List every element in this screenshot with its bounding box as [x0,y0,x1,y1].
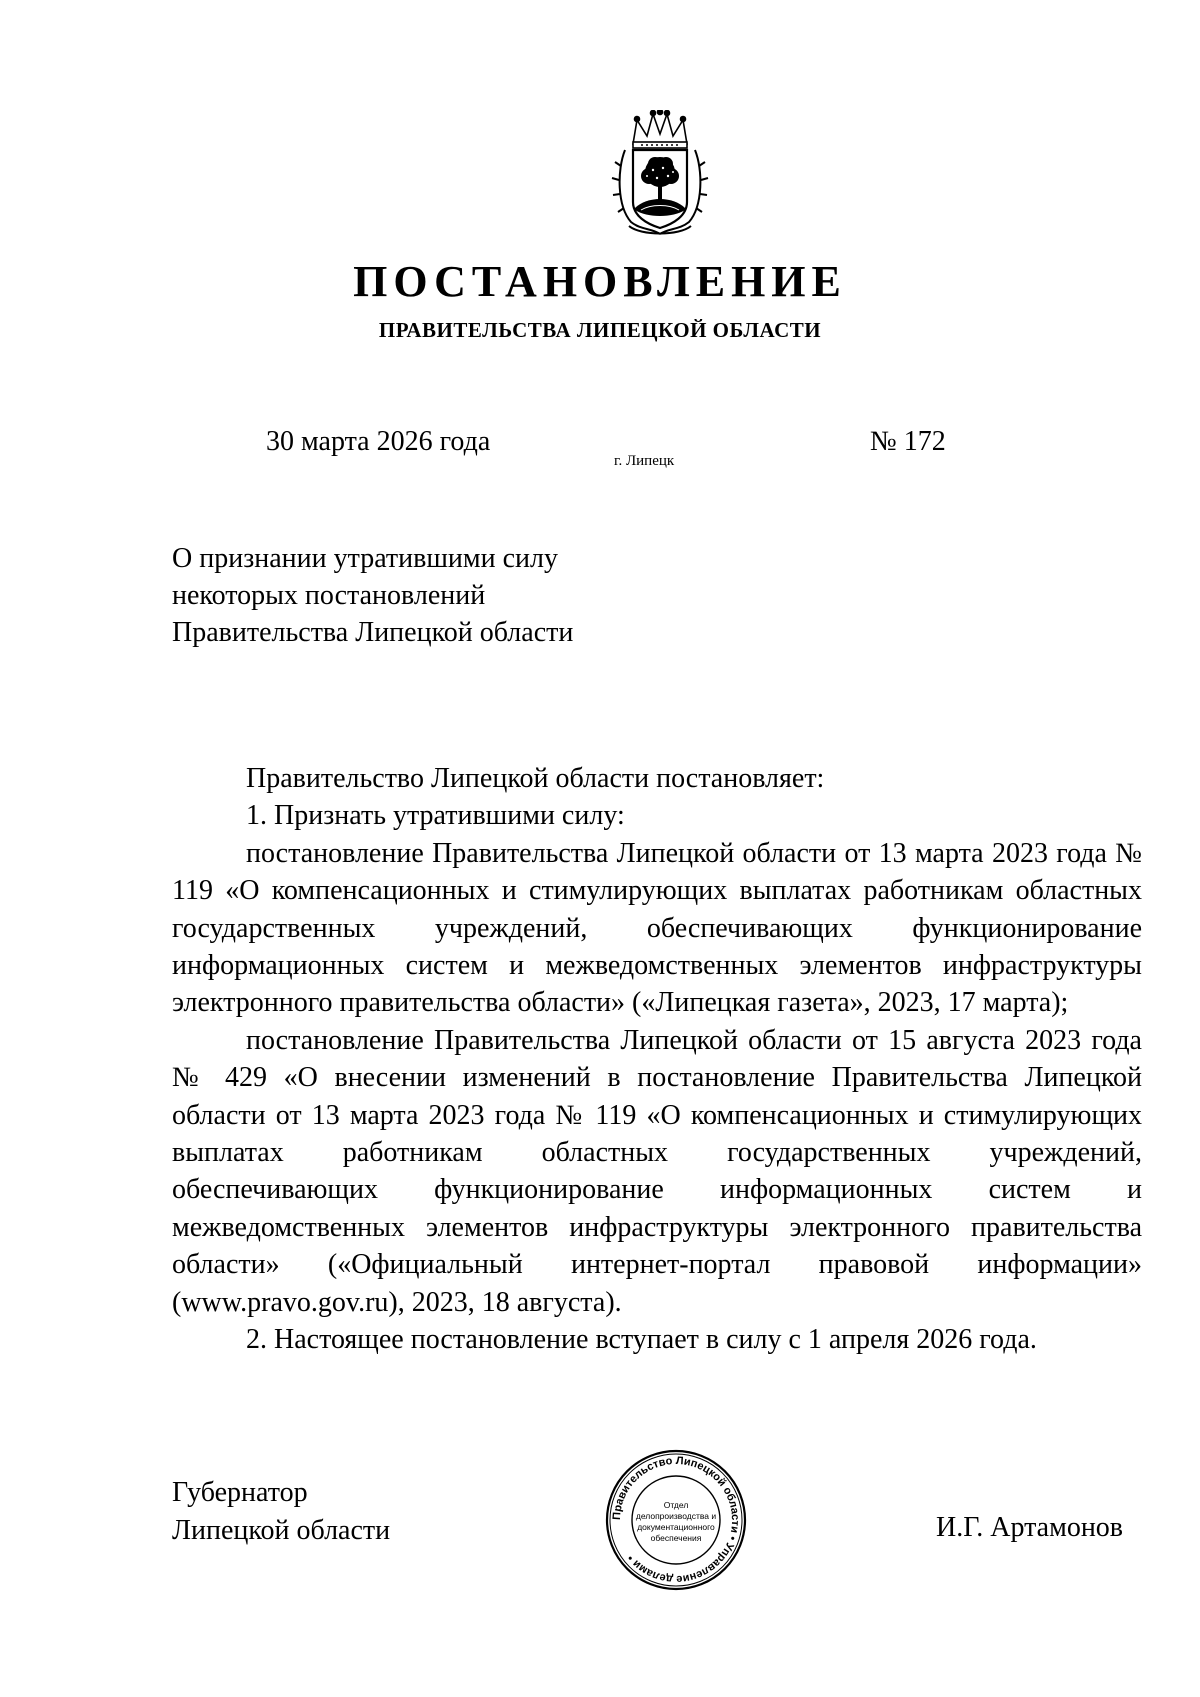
signatory-position [172,1474,390,1550]
stamp-center-line: Отдел [663,1500,689,1510]
subject-line: О признании утратившими силу [172,543,558,574]
stamp-center-line: делопроизводства и [635,1511,717,1521]
document-body [172,760,1142,1359]
issuing-authority: ПРАВИТЕЛЬСТВА ЛИПЕЦКОЙ ОБЛАСТИ [378,318,822,342]
body-paragraph: постановление Правительства Липецкой области от 13 марта 2023 года № 119 «О компенсационных и стимулирующих выплатах работникам областных государственных учреждений, обеспечивающих функционирование информационных систем и межведомственных элементов инфраструктуры электронного правительства области» («Липецкая газета», 2023, 17 марта); [172,837,1142,1019]
document-date: 30 марта 2026 года [266,426,491,457]
official-stamp [604,1448,748,1592]
document-subject [172,540,573,651]
document-title: ПОСТАНОВЛЕНИЕ [353,257,847,306]
coat-of-arms-icon [611,110,709,240]
signatory-name: И.Г. Артамонов [936,1512,1124,1543]
body-paragraph: постановление Правительства Липецкой области от 15 августа 2023 года № 429 «О внесении изменений в постановление Правительства Липецкой области от 13 марта 2023 года № 119 «О компенсационных и стимулирующих выплатах работникам областных государственных учреждений, обеспечивающих функционирование информационных систем и межведомственных элементов инфраструктуры электронного правительства области» («Официальный интернет-портал правовой информации» (www.pravo.gov.ru), 2023, 18 августа). [172,1024,1142,1318]
body-paragraph: Правительство Липецкой области постановляет: [246,763,825,794]
body-paragraph: 1. Признать утратившими силу: [246,800,625,832]
signatory-position-line: Губернатор [172,1477,308,1508]
document-city: г. Липецк [614,453,675,469]
stamp-ring-text: Правительство Липецкой области • Управление делами • [610,1454,742,1586]
document-number: № 172 [870,426,946,457]
signatory-position-line: Липецкой области [172,1515,391,1546]
subject-line: Правительства Липецкой области [172,617,574,648]
stamp-center-line: обеспечения [650,1533,702,1543]
stamp-center-line: документационного [637,1522,715,1532]
body-paragraph: 2. Настоящее постановление вступает в силу с 1 апреля 2026 года. [246,1324,1037,1356]
subject-line: некоторых постановлений [172,580,486,611]
